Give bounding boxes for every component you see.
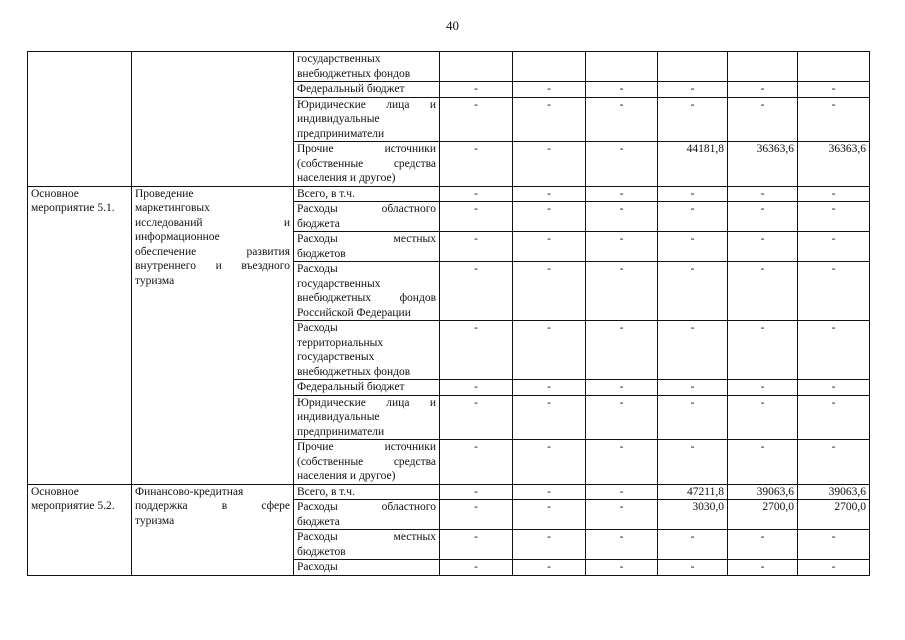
value-cell: - bbox=[586, 380, 658, 396]
value-cell: - bbox=[728, 186, 798, 202]
value-cell: 39063,6 bbox=[798, 484, 870, 500]
value-cell bbox=[728, 52, 798, 82]
source-cell-line: Расходы местных bbox=[297, 233, 436, 245]
value-cell: - bbox=[440, 380, 513, 396]
value-cell: - bbox=[798, 440, 870, 485]
value-cell: - bbox=[728, 232, 798, 262]
value-cell: - bbox=[513, 380, 586, 396]
activity-name-cell-line: маркетинговых bbox=[135, 202, 210, 214]
source-cell-line: внебюджетных фондов bbox=[297, 365, 411, 378]
source-cell bbox=[294, 202, 440, 232]
value-cell: - bbox=[728, 321, 798, 380]
source-cell-line: предприниматели bbox=[297, 127, 385, 140]
value-cell: - bbox=[440, 484, 513, 500]
source-cell-line: Юридические лица и bbox=[297, 98, 436, 111]
value-cell: - bbox=[798, 262, 870, 321]
source-cell-line: Расходы областного bbox=[297, 501, 436, 513]
value-cell: - bbox=[440, 97, 513, 142]
value-cell: - bbox=[440, 560, 513, 576]
value-cell: - bbox=[798, 202, 870, 232]
source-cell-line: бюджета bbox=[297, 217, 340, 230]
value-cell: - bbox=[728, 395, 798, 440]
value-cell: - bbox=[586, 560, 658, 576]
value-cell: - bbox=[440, 500, 513, 530]
budget-table bbox=[27, 51, 870, 576]
table-row bbox=[28, 52, 870, 82]
value-cell: - bbox=[586, 82, 658, 98]
page-number: 40 bbox=[446, 18, 459, 33]
source-cell-line: внебюджетных фондов bbox=[297, 67, 411, 80]
source-cell-line: Прочие источники bbox=[297, 441, 436, 453]
source-cell bbox=[294, 500, 440, 530]
value-cell: 39063,6 bbox=[728, 484, 798, 500]
activity-name-cell-line: исследований и bbox=[135, 216, 290, 229]
activity-code-cell-line: мероприятие 5.1. bbox=[31, 202, 115, 214]
value-cell: - bbox=[798, 321, 870, 380]
value-cell: - bbox=[586, 262, 658, 321]
value-cell: - bbox=[658, 321, 728, 380]
value-cell: - bbox=[586, 484, 658, 500]
value-cell bbox=[658, 52, 728, 82]
source-cell-line: Прочие источники bbox=[297, 143, 436, 155]
value-cell: 47211,8 bbox=[658, 484, 728, 500]
value-cell bbox=[513, 52, 586, 82]
value-cell bbox=[586, 52, 658, 82]
value-cell: - bbox=[586, 232, 658, 262]
value-cell: - bbox=[658, 202, 728, 232]
source-cell-line: Федеральный бюджет bbox=[297, 381, 405, 393]
activity-name-cell bbox=[132, 186, 294, 484]
value-cell: - bbox=[513, 82, 586, 98]
source-cell-line: индивидуальные bbox=[297, 113, 380, 125]
value-cell: - bbox=[658, 380, 728, 396]
activity-code-cell-line: Основное bbox=[31, 485, 79, 498]
value-cell bbox=[440, 52, 513, 82]
source-cell-line: (собственные средства bbox=[297, 157, 436, 170]
value-cell: 44181,8 bbox=[658, 142, 728, 187]
source-cell-line: Всего, в т.ч. bbox=[297, 187, 355, 200]
value-cell: - bbox=[440, 321, 513, 380]
source-cell-line: индивидуальные bbox=[297, 411, 380, 423]
source-cell bbox=[294, 52, 440, 82]
activity-name-cell-line: Финансово-кредитная bbox=[135, 485, 244, 498]
source-cell-line: Расходы местных bbox=[297, 531, 436, 543]
value-cell: - bbox=[440, 530, 513, 560]
value-cell: - bbox=[728, 262, 798, 321]
value-cell: - bbox=[513, 500, 586, 530]
source-cell-line: внебюджетных фондов bbox=[297, 292, 436, 304]
value-cell: - bbox=[728, 380, 798, 396]
value-cell: - bbox=[658, 530, 728, 560]
activity-name-cell-line: поддержка в сфере bbox=[135, 500, 290, 512]
value-cell: - bbox=[513, 142, 586, 187]
table-row bbox=[28, 484, 870, 500]
value-cell: - bbox=[586, 530, 658, 560]
value-cell: - bbox=[728, 530, 798, 560]
value-cell: - bbox=[658, 262, 728, 321]
value-cell: 3030,0 bbox=[658, 500, 728, 530]
value-cell: - bbox=[513, 440, 586, 485]
source-cell-line: Российской Федерации bbox=[297, 306, 411, 319]
source-cell-line: бюджета bbox=[297, 515, 340, 528]
value-cell: - bbox=[513, 97, 586, 142]
value-cell: - bbox=[798, 186, 870, 202]
activity-code-cell-line: Основное bbox=[31, 187, 79, 200]
activity-name-cell-line: туризма bbox=[135, 274, 175, 287]
value-cell: - bbox=[513, 321, 586, 380]
value-cell: - bbox=[728, 440, 798, 485]
source-cell bbox=[294, 530, 440, 560]
source-cell-line: предприниматели bbox=[297, 425, 385, 438]
source-cell-line: государственных bbox=[297, 277, 381, 290]
source-cell bbox=[294, 440, 440, 485]
value-cell: - bbox=[658, 395, 728, 440]
value-cell: - bbox=[798, 97, 870, 142]
value-cell: - bbox=[513, 202, 586, 232]
value-cell: - bbox=[513, 395, 586, 440]
activity-name-cell-line: обеспечение развития bbox=[135, 245, 290, 258]
source-cell-line: Всего, в т.ч. bbox=[297, 485, 355, 498]
value-cell: - bbox=[586, 142, 658, 187]
activity-name-cell-line: туризма bbox=[135, 514, 175, 527]
value-cell: - bbox=[586, 500, 658, 530]
value-cell: - bbox=[440, 395, 513, 440]
source-cell bbox=[294, 560, 440, 576]
value-cell: - bbox=[586, 440, 658, 485]
source-cell-line: государственных bbox=[297, 53, 381, 65]
value-cell: - bbox=[440, 82, 513, 98]
source-cell-line: территориальных bbox=[297, 336, 384, 349]
source-cell bbox=[294, 395, 440, 440]
value-cell: - bbox=[658, 97, 728, 142]
value-cell: - bbox=[798, 82, 870, 98]
source-cell-line: бюджетов bbox=[297, 247, 346, 260]
source-cell-line: государственых bbox=[297, 351, 375, 363]
value-cell: - bbox=[728, 560, 798, 576]
activity-code-cell-line: мероприятие 5.2. bbox=[31, 500, 115, 512]
value-cell: - bbox=[440, 262, 513, 321]
source-cell-line: населения и другое) bbox=[297, 470, 396, 482]
value-cell: - bbox=[513, 530, 586, 560]
source-cell bbox=[294, 232, 440, 262]
value-cell: 36363,6 bbox=[798, 142, 870, 187]
value-cell: - bbox=[658, 186, 728, 202]
source-cell bbox=[294, 321, 440, 380]
source-cell-line: населения и другое) bbox=[297, 172, 396, 184]
value-cell: - bbox=[513, 186, 586, 202]
source-cell bbox=[294, 97, 440, 142]
value-cell: - bbox=[798, 395, 870, 440]
value-cell: - bbox=[658, 82, 728, 98]
source-cell-line: Федеральный бюджет bbox=[297, 83, 405, 95]
source-cell-line: Расходы областного bbox=[297, 203, 436, 215]
value-cell: - bbox=[586, 97, 658, 142]
source-cell bbox=[294, 82, 440, 98]
value-cell: - bbox=[513, 262, 586, 321]
source-cell-line: Расходы bbox=[297, 322, 338, 334]
table-row bbox=[28, 186, 870, 202]
value-cell bbox=[798, 52, 870, 82]
value-cell: - bbox=[798, 530, 870, 560]
activity-name-cell bbox=[132, 52, 294, 187]
value-cell: - bbox=[728, 202, 798, 232]
source-cell bbox=[294, 380, 440, 396]
value-cell: - bbox=[586, 186, 658, 202]
value-cell: - bbox=[440, 232, 513, 262]
value-cell: - bbox=[658, 440, 728, 485]
activity-name-cell-line: Проведение bbox=[135, 187, 194, 200]
source-cell-line: (собственные средства bbox=[297, 455, 436, 468]
activity-name-cell bbox=[132, 484, 294, 575]
value-cell: - bbox=[513, 232, 586, 262]
activity-name-cell-line: внутреннего и въездного bbox=[135, 260, 290, 272]
value-cell: 36363,6 bbox=[728, 142, 798, 187]
source-cell bbox=[294, 484, 440, 500]
value-cell: - bbox=[440, 440, 513, 485]
value-cell: - bbox=[586, 321, 658, 380]
value-cell: 2700,0 bbox=[728, 500, 798, 530]
source-cell-line: Юридические лица и bbox=[297, 396, 436, 409]
value-cell: - bbox=[728, 97, 798, 142]
value-cell: - bbox=[513, 484, 586, 500]
value-cell: - bbox=[440, 186, 513, 202]
source-cell bbox=[294, 262, 440, 321]
source-cell bbox=[294, 186, 440, 202]
value-cell: - bbox=[798, 560, 870, 576]
activity-code-cell bbox=[28, 52, 132, 187]
value-cell: - bbox=[513, 560, 586, 576]
value-cell: - bbox=[728, 82, 798, 98]
source-cell-line: Расходы bbox=[297, 561, 338, 573]
value-cell: - bbox=[658, 232, 728, 262]
source-cell-line: бюджетов bbox=[297, 545, 346, 558]
value-cell: - bbox=[440, 142, 513, 187]
value-cell: - bbox=[440, 202, 513, 232]
activity-name-cell-line: информационное bbox=[135, 231, 220, 243]
activity-code-cell bbox=[28, 484, 132, 575]
value-cell: - bbox=[798, 232, 870, 262]
value-cell: - bbox=[586, 395, 658, 440]
value-cell: 2700,0 bbox=[798, 500, 870, 530]
value-cell: - bbox=[586, 202, 658, 232]
value-cell: - bbox=[658, 560, 728, 576]
source-cell-line: Расходы bbox=[297, 263, 338, 275]
source-cell bbox=[294, 142, 440, 187]
activity-code-cell bbox=[28, 186, 132, 484]
value-cell: - bbox=[798, 380, 870, 396]
